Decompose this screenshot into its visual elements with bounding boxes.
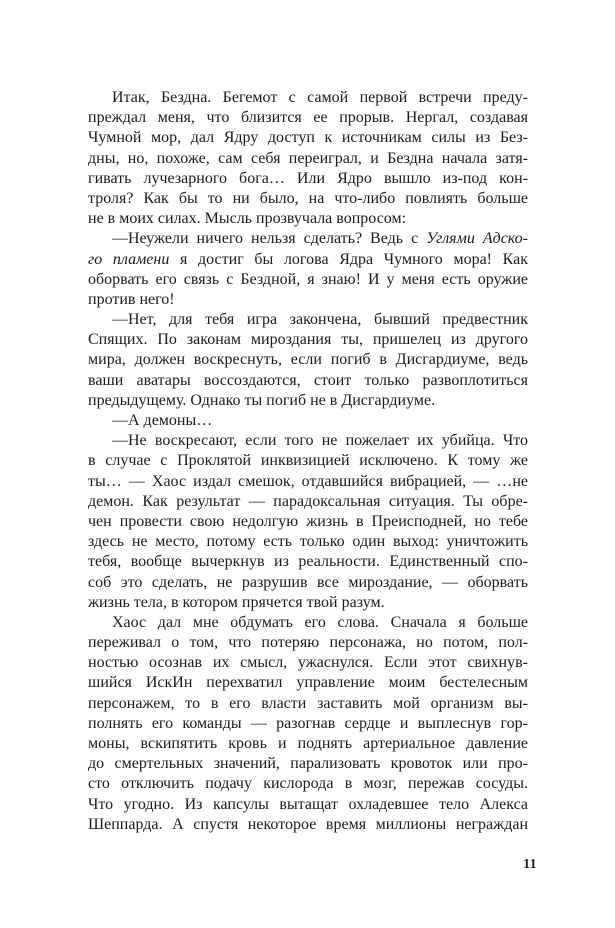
text-line: [88, 653, 528, 673]
text-line: [88, 88, 528, 108]
text-segment: в случае с Проклятой инквизицией исключено. К тому же: [88, 452, 528, 470]
paragraph: [88, 229, 528, 310]
text-line: [88, 532, 528, 552]
text-line: [88, 250, 528, 270]
text-segment: против него!: [88, 290, 175, 308]
text-line: [88, 371, 528, 391]
text-line: [88, 411, 528, 431]
text-segment: ты… — Хаос издал смешок, отдавшийся вибрацией, — …не: [88, 472, 528, 490]
text-line: [88, 573, 528, 593]
paragraph: [88, 431, 528, 613]
italic-text: го пламени: [88, 250, 170, 268]
text-line: [88, 431, 528, 451]
paragraph: [88, 411, 528, 431]
text-line: [88, 552, 528, 572]
text-line: [88, 128, 528, 148]
page-number: 11: [523, 856, 537, 871]
text-segment: —А демоны…: [112, 412, 213, 429]
text-line: [88, 754, 528, 774]
text-line: [88, 492, 528, 512]
text-line: [88, 330, 528, 350]
text-segment: —Неужели ничего нельзя сделать? Ведь с: [112, 230, 427, 248]
text-segment: тебя, вообще вычеркнув из реальности. Единственный спо-: [88, 553, 528, 571]
text-segment: Что угодно. Из капсулы вытащат охладевшее тело Алекса: [88, 795, 528, 813]
paragraph: [88, 613, 528, 835]
page-text: [88, 88, 528, 835]
italic-text: Углями Адско-: [426, 230, 529, 248]
text-segment: сто отключить подачу кислорода в мозг, пережав сосуды.: [88, 775, 528, 793]
text-line: [88, 108, 528, 128]
text-line: [88, 512, 528, 532]
text-line: [88, 149, 528, 169]
text-line: [88, 774, 528, 794]
text-segment: персонажем, то в его власти заставить мой организм вы-: [88, 694, 528, 712]
text-segment: соб это сделать, не разрушив все мироздание, — оборвать: [88, 573, 528, 591]
paragraph: [88, 310, 528, 411]
text-segment: не в моих силах. Мысль прозвучала вопросом:: [88, 210, 407, 228]
text-segment: гивать лучезарного бога… Или Ядро вышло из-под кон-: [88, 169, 528, 187]
text-segment: жизнь тела, в котором прячется твой разум.: [88, 593, 385, 611]
text-segment: демон. Как результат — парадоксальная ситуация. Ты обре-: [88, 492, 528, 510]
text-segment: оборвать его связь с Бездной, я знаю! И у меня есть оружие: [88, 270, 528, 288]
text-segment: Итак, Бездна. Бегемот с самой первой встречи преду-: [112, 89, 528, 106]
text-segment: —Не воскресают, если того не пожелает их убийца. Что: [112, 432, 528, 450]
text-segment: ностью осознав их смысл, ужаснулся. Если этот свихнув-: [88, 654, 528, 672]
text-line: [88, 451, 528, 471]
text-segment: чен провести свою недолгую жизнь в Преисподней, но тебе: [88, 512, 528, 530]
text-line: [88, 310, 528, 330]
text-line: [88, 290, 528, 310]
text-segment: до смертельных значений, парализовать кровоток или про-: [88, 755, 528, 773]
text-segment: —Нет, для тебя игра закончена, бывший предвестник: [112, 311, 528, 329]
text-line: [88, 694, 528, 714]
paragraph: [88, 88, 528, 229]
text-segment: троля? Как бы то ни было, на что-либо повлиять больше: [88, 189, 528, 207]
text-segment: моны, вскипятить кровь и поднять артериальное давление: [88, 735, 528, 752]
text-segment: Хаос дал мне обдумать его слова. Сначала я больше: [112, 613, 528, 631]
text-segment: Шеппарда. А спустя некоторое время миллионы неграждан: [88, 815, 528, 833]
text-line: [88, 391, 528, 411]
text-line: [88, 734, 528, 754]
text-segment: здесь не место, потому есть только один выход: уничтожить: [88, 533, 528, 551]
text-segment: полнять его команды — разогнав сердце и выплеснув гор-: [88, 714, 528, 732]
text-line: [88, 795, 528, 815]
text-line: [88, 350, 528, 370]
text-line: [88, 593, 528, 613]
text-line: [88, 633, 528, 653]
text-line: [88, 169, 528, 189]
text-line: [88, 209, 528, 229]
text-segment: переживал о том, что потеряю персонажа, но потом, пол-: [88, 634, 528, 652]
text-line: [88, 613, 528, 633]
text-line: [88, 229, 528, 249]
text-segment: предыдущему. Однако ты погиб не в Дисгардиуме.: [88, 391, 436, 409]
text-segment: Чумной мор, дал Ядру доступ к источникам силы из Без-: [88, 129, 528, 147]
text-line: [88, 673, 528, 693]
text-segment: ваши аватары воссоздаются, стоит только развоплотиться: [88, 371, 528, 389]
text-segment: дны, но, похоже, сам себя переиграл, и Бездна начала затя-: [88, 149, 528, 167]
text-line: [88, 714, 528, 734]
text-segment: мира, должен воскреснуть, если погиб в Дисгардиуме, ведь: [88, 351, 528, 369]
text-line: [88, 270, 528, 290]
text-segment: Спящих. По законам мироздания ты, пришелец из другого: [88, 331, 528, 349]
text-line: [88, 189, 528, 209]
text-segment: шийся ИскИн перехватил управление моим бестелесным: [88, 674, 528, 692]
text-segment: я достиг бы логова Ядра Чумного мора! Как: [169, 250, 528, 268]
text-segment: преждал меня, что близится ее прорыв. Нергал, создавая: [88, 109, 528, 127]
text-line: [88, 472, 528, 492]
text-line: [88, 815, 528, 835]
